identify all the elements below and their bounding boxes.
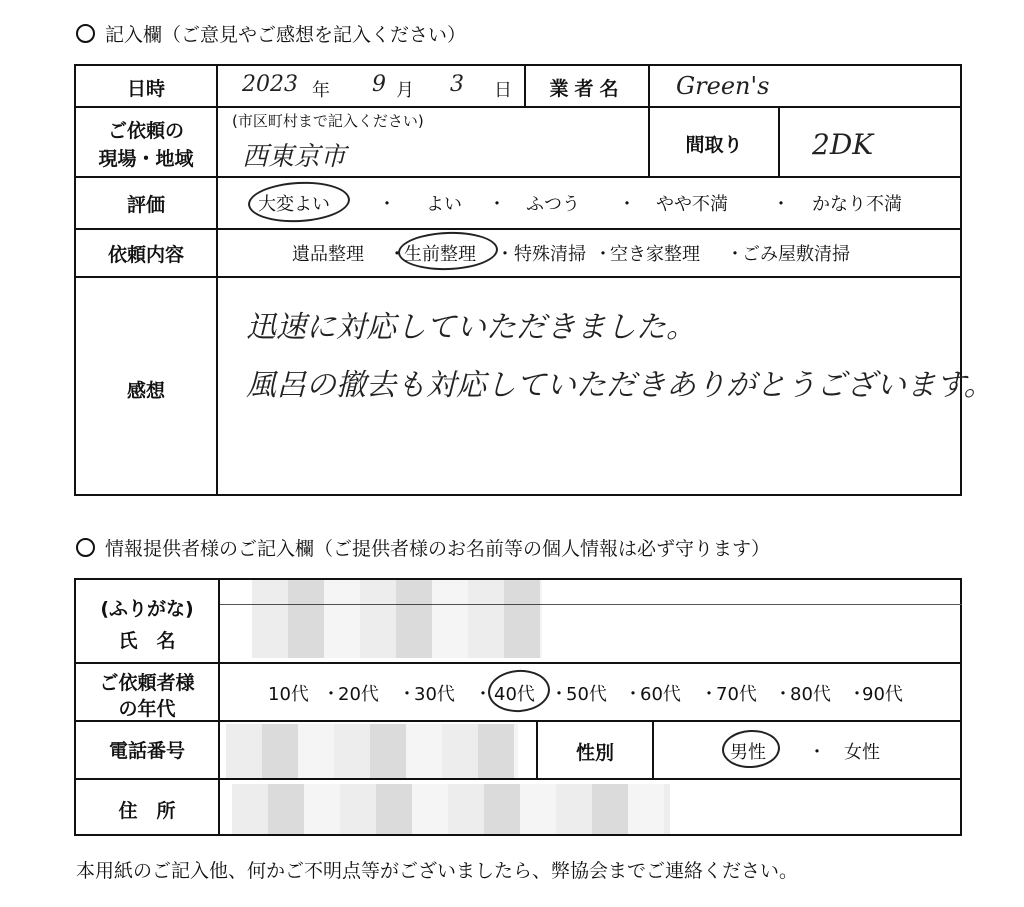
layout-label: 間取り <box>685 134 743 156</box>
age-option-90: 90代 <box>862 684 903 705</box>
site-value: 西東京市 <box>242 142 347 172</box>
request-option-3: 特殊清掃 <box>514 244 586 265</box>
site-label-1: ご依頼の <box>107 120 184 142</box>
rating-option-1: 大変よい <box>258 194 330 215</box>
section1-title-text: 記入欄（ご意見やご感想を記入ください） <box>105 24 467 46</box>
gender-option-female: 女性 <box>844 742 880 763</box>
section2-title-text: 情報提供者様のご記入欄（ご提供者様のお名前等の個人情報は必ず守ります） <box>105 538 771 560</box>
section2-title <box>76 534 770 561</box>
age-option-80: 80代 <box>790 684 831 705</box>
rating-option-3: ふつう <box>526 194 580 215</box>
month-unit: 月 <box>396 80 414 101</box>
circle-bullet-icon <box>76 24 95 43</box>
rating-separator-4: ・ <box>772 194 790 215</box>
date-year: 2023 <box>242 72 298 97</box>
phone-redacted <box>226 724 518 780</box>
age-option-40: 40代 <box>494 684 535 705</box>
request-option-1: 遺品整理 <box>292 244 364 265</box>
impression-line-1: 迅速に対応していただきました。 <box>246 310 696 345</box>
gender-label: 性別 <box>575 742 614 764</box>
site-label-2: 現場・地域 <box>98 148 194 170</box>
gender-option-male: 男性 <box>730 742 766 763</box>
rating-label: 評価 <box>126 194 165 216</box>
age-option-10: 10代 <box>268 684 309 705</box>
request-option-2: 生前整理 <box>404 244 476 265</box>
section1-title <box>76 20 466 47</box>
impression-label: 感想 <box>126 380 165 402</box>
rating-option-4: やや不満 <box>656 194 728 215</box>
footer-note: 本用紙のご記入他、何かご不明点等がございましたら、弊協会までご連絡ください。 <box>76 860 799 882</box>
day-unit: 日 <box>494 80 512 101</box>
furigana-label: (ふりがな) <box>100 598 194 620</box>
age-option-30: 30代 <box>414 684 455 705</box>
rating-separator-2: ・ <box>488 194 506 215</box>
layout-value: 2DK <box>812 128 874 161</box>
age-label-1: ご依頼者様 <box>99 672 195 694</box>
address-label: 住 所 <box>118 800 176 822</box>
rating-option-2: よい <box>426 194 462 215</box>
request-option-4: 空き家整理 <box>610 244 700 265</box>
vendor-value: Green's <box>676 72 770 100</box>
address-redacted <box>232 784 670 836</box>
rating-separator-1: ・ <box>378 194 396 215</box>
rating-option-5: かなり不満 <box>812 194 902 215</box>
name-redacted <box>252 580 542 658</box>
rating-separator-3: ・ <box>618 194 636 215</box>
age-option-70: 70代 <box>716 684 757 705</box>
site-note: (市区町村まで記入ください) <box>232 112 424 130</box>
phone-label: 電話番号 <box>108 740 185 762</box>
name-label: 氏 名 <box>118 630 176 652</box>
circle-bullet-icon <box>76 538 95 557</box>
age-option-60: 60代 <box>640 684 681 705</box>
impression-line-2: 風呂の撤去も対応していただきありがとうございます。 <box>246 368 994 403</box>
year-unit: 年 <box>312 80 330 101</box>
date-month: 9 <box>372 72 386 97</box>
date-label: 日時 <box>126 78 165 100</box>
request-label: 依頼内容 <box>107 244 184 266</box>
request-option-5: ごみ屋敷清掃 <box>742 244 850 265</box>
age-option-20: 20代 <box>338 684 379 705</box>
vendor-label: 業者名 <box>549 78 625 100</box>
age-label-2: の年代 <box>118 698 176 720</box>
age-option-50: 50代 <box>566 684 607 705</box>
date-day: 3 <box>450 72 464 97</box>
